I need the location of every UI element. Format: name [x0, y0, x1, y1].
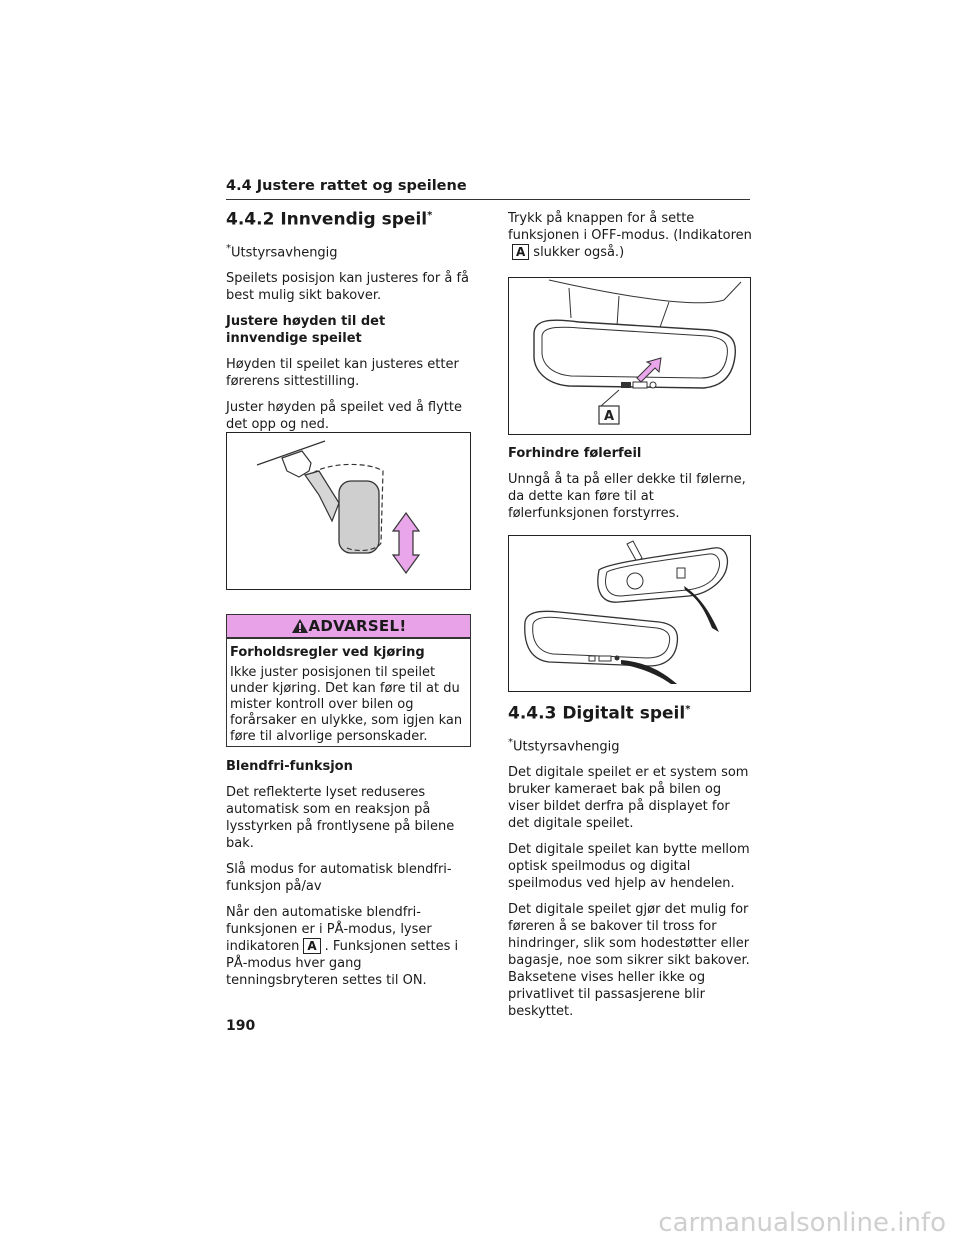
section-title-digital-mirror: 4.4.3 Digitalt speil* [508, 703, 691, 724]
antiglare-heading: Blendfri-funksjon [226, 759, 353, 774]
digital-text-1: Det digitale speilet er et system som bruker kameraet bak på bilen og viser bildet derfra på displayet for det digitale speilet. [508, 764, 749, 831]
digital-text-3: Det digitale speilet gjør det mulig for føreren å se bakover til tross for hindringer, slik som hodestøtter eller bagasje, noe som sikrer sikt bakover. Baksetene vises heller ikke og privatlivet til passasjerene blir beskyttet. [508, 901, 750, 1019]
section-title-inner-mirror: 4.4.2 Innvendig speil* [226, 209, 433, 230]
indicator-a-badge: A [512, 244, 529, 260]
sensor-figure [508, 535, 751, 692]
height-heading: Justere høyden til det innvendige speilet [226, 313, 386, 346]
mirror-height-illustration [227, 433, 470, 589]
height-text-1: Høyden til speilet kan justeres etter førerens sittestilling. [226, 356, 459, 389]
section-header: 4.4 Justere rattet og speilene [226, 178, 467, 194]
left-column-lower [226, 758, 470, 998]
warning-subheading: Forholdsregler ved kjøring [230, 645, 425, 660]
off-mode-text: Trykk på knappen for å sette funksjonen i OFF-modus. (IndikatorenA slukker også.) [508, 211, 752, 260]
sensor-mirror-illustration [509, 536, 750, 691]
sensor-heading: Forhindre følerfeil [508, 446, 642, 461]
antiglare-mirror-figure [508, 277, 751, 435]
antiglare-text-2: Slå modus for automatisk blendfri-funksjon på/av [226, 862, 452, 894]
right-column-digital [508, 700, 752, 1029]
digital-text-2: Det digitale speilet kan bytte mellom optisk speilmodus og digital speilmodus ved hjelp av hendelen. [508, 841, 750, 891]
watermark: carmanualsonline.info [658, 1208, 946, 1238]
intro-text: Speilets posisjon kan justeres for å få best mulig sikt bakover. [226, 270, 469, 303]
page-number: 190 [226, 1018, 256, 1034]
antiglare-text-3: Når den automatiske blendfri-funksjonen er i PÅ-modus, lyser indikatoren A . Funksjonen settes i PÅ-modus hver gang tenningsbryteren settes til ON. [226, 905, 459, 988]
equipment-note: *Utstyrsavhengig [226, 242, 338, 260]
height-text-2: Juster høyden på speilet ved å flytte det opp og ned. [226, 399, 462, 432]
indicator-a-badge: A [303, 938, 320, 954]
left-column [226, 206, 470, 442]
callout-a-label: A [603, 409, 615, 424]
equipment-note: *Utstyrsavhengig [508, 736, 620, 754]
right-column-sensor [508, 445, 752, 531]
antiglare-text-1: Det reflekterte lyset reduseres automatisk som en reaksjon på lysstyrken på frontlysene på bilene bak. [226, 785, 455, 851]
warning-triangle-icon [291, 618, 309, 634]
section-divider [226, 199, 750, 200]
warning-box [226, 614, 471, 747]
warning-header [227, 615, 470, 639]
mirror-height-figure [226, 432, 471, 590]
warning-text: Ikke juster posisjonen til speilet under kjøring. Det kan føre til at du mister kontroll over bilen og forårsaker en ulykke, som igjen kan føre til alvorlige personskader. [230, 665, 463, 744]
antiglare-mirror-illustration [509, 278, 750, 434]
warning-title: ADVARSEL! [308, 617, 407, 635]
right-column [508, 210, 752, 270]
sensor-text: Unngå å ta på eller dekke til følerne, da dette kan føre til at følerfunksjonen forstyrres. [508, 472, 746, 521]
